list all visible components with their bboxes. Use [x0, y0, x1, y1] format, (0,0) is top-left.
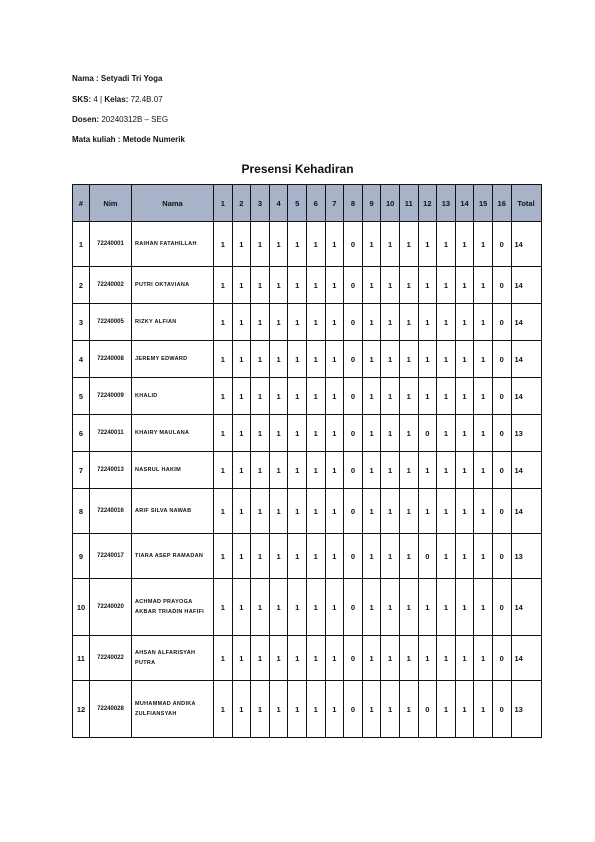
- attendance-cell: 1: [381, 378, 400, 415]
- attendance-cell: 1: [232, 636, 251, 681]
- column-header: 6: [306, 185, 325, 222]
- attendance-cell: 1: [381, 222, 400, 267]
- attendance-cell: 1: [306, 681, 325, 738]
- table-row: [73, 636, 542, 681]
- table-row: [73, 267, 542, 304]
- name-cell: ACHMAD PRAYOGA AKBAR TRIADIN HAFIFI: [132, 579, 214, 636]
- attendance-cell: 0: [492, 681, 511, 738]
- attendance-cell: 1: [251, 304, 270, 341]
- attendance-cell: 1: [325, 534, 344, 579]
- attendance-cell: 1: [418, 489, 437, 534]
- attendance-cell: 1: [306, 222, 325, 267]
- attendance-cell: 1: [232, 681, 251, 738]
- column-header: Nama: [132, 185, 214, 222]
- column-header: 2: [232, 185, 251, 222]
- total-cell: 14: [511, 267, 541, 304]
- attendance-cell: 1: [455, 222, 474, 267]
- attendance-cell: 1: [232, 534, 251, 579]
- attendance-cell: 1: [269, 681, 288, 738]
- attendance-cell: 1: [381, 304, 400, 341]
- attendance-cell: 1: [214, 681, 233, 738]
- nim-cell: 72240005: [90, 304, 132, 341]
- attendance-cell: 0: [492, 222, 511, 267]
- attendance-cell: 1: [325, 415, 344, 452]
- attendance-cell: 1: [474, 681, 493, 738]
- name-cell: AHSAN ALFARISYAH PUTRA: [132, 636, 214, 681]
- column-header: #: [73, 185, 90, 222]
- attendance-cell: 1: [325, 267, 344, 304]
- attendance-cell: 1: [288, 222, 307, 267]
- attendance-cell: 1: [288, 267, 307, 304]
- attendance-cell: 1: [251, 452, 270, 489]
- row-number: 6: [73, 415, 90, 452]
- attendance-cell: 0: [344, 267, 363, 304]
- attendance-cell: 1: [474, 341, 493, 378]
- table-row: [73, 304, 542, 341]
- attendance-cell: 0: [492, 534, 511, 579]
- name-cell: JEREMY EDWARD: [132, 341, 214, 378]
- name-cell: ARIF SILVA NAWAB: [132, 489, 214, 534]
- attendance-cell: 1: [399, 304, 418, 341]
- attendance-cell: 1: [232, 341, 251, 378]
- attendance-cell: 0: [492, 378, 511, 415]
- name-cell: RAIHAN FATAHILLAH: [132, 222, 214, 267]
- attendance-cell: 1: [214, 534, 233, 579]
- attendance-cell: 1: [306, 636, 325, 681]
- attendance-cell: 1: [455, 636, 474, 681]
- attendance-cell: 1: [455, 378, 474, 415]
- attendance-cell: 1: [269, 267, 288, 304]
- attendance-cell: 1: [214, 341, 233, 378]
- name-cell: RIZKY ALFIAN: [132, 304, 214, 341]
- attendance-cell: 1: [455, 415, 474, 452]
- row-number: 3: [73, 304, 90, 341]
- attendance-cell: 1: [362, 579, 381, 636]
- attendance-cell: 1: [288, 534, 307, 579]
- attendance-cell: 1: [288, 489, 307, 534]
- attendance-cell: 1: [399, 636, 418, 681]
- attendance-cell: 1: [399, 222, 418, 267]
- attendance-cell: 1: [214, 378, 233, 415]
- nim-cell: 72240011: [90, 415, 132, 452]
- row-number: 2: [73, 267, 90, 304]
- attendance-cell: 1: [325, 579, 344, 636]
- table-row: [73, 415, 542, 452]
- attendance-cell: 1: [269, 534, 288, 579]
- course-label: Mata kuliah :: [72, 135, 121, 144]
- attendance-cell: 1: [306, 415, 325, 452]
- attendance-cell: 1: [214, 636, 233, 681]
- attendance-cell: 1: [232, 415, 251, 452]
- attendance-cell: 1: [437, 681, 456, 738]
- dosen-line: [72, 115, 168, 124]
- attendance-cell: 1: [474, 636, 493, 681]
- total-cell: 14: [511, 636, 541, 681]
- attendance-cell: 1: [306, 489, 325, 534]
- attendance-cell: 0: [344, 415, 363, 452]
- total-cell: 14: [511, 452, 541, 489]
- attendance-cell: 1: [232, 489, 251, 534]
- total-cell: 13: [511, 534, 541, 579]
- attendance-cell: 1: [437, 489, 456, 534]
- attendance-cell: 1: [474, 489, 493, 534]
- attendance-cell: 1: [214, 415, 233, 452]
- attendance-cell: 1: [362, 534, 381, 579]
- column-header: 3: [251, 185, 270, 222]
- total-cell: 14: [511, 579, 541, 636]
- total-cell: 14: [511, 378, 541, 415]
- attendance-cell: 1: [399, 415, 418, 452]
- attendance-cell: 1: [232, 378, 251, 415]
- attendance-cell: 1: [474, 267, 493, 304]
- attendance-cell: 1: [399, 378, 418, 415]
- attendance-cell: 1: [362, 636, 381, 681]
- attendance-cell: 1: [418, 378, 437, 415]
- attendance-cell: 1: [269, 341, 288, 378]
- attendance-cell: 1: [325, 681, 344, 738]
- attendance-cell: 1: [418, 452, 437, 489]
- attendance-cell: 0: [344, 489, 363, 534]
- attendance-cell: 1: [381, 267, 400, 304]
- attendance-cell: 1: [269, 489, 288, 534]
- attendance-cell: 1: [474, 415, 493, 452]
- attendance-cell: 1: [455, 534, 474, 579]
- nim-cell: 72240022: [90, 636, 132, 681]
- attendance-cell: 1: [251, 415, 270, 452]
- nim-cell: 72240028: [90, 681, 132, 738]
- column-header: 12: [418, 185, 437, 222]
- dosen-value: 20240312B – SEG: [101, 115, 169, 124]
- attendance-cell: 0: [492, 579, 511, 636]
- attendance-cell: 1: [214, 452, 233, 489]
- column-header: 15: [474, 185, 493, 222]
- attendance-cell: 1: [418, 304, 437, 341]
- nim-cell: 72240013: [90, 452, 132, 489]
- attendance-cell: 1: [288, 681, 307, 738]
- dosen-label: Dosen:: [72, 115, 100, 124]
- attendance-cell: 1: [474, 452, 493, 489]
- column-header: 1: [214, 185, 233, 222]
- attendance-cell: 0: [344, 579, 363, 636]
- attendance-cell: 0: [344, 636, 363, 681]
- attendance-cell: 1: [474, 534, 493, 579]
- attendance-cell: 1: [474, 378, 493, 415]
- attendance-cell: 0: [344, 681, 363, 738]
- attendance-cell: 1: [251, 636, 270, 681]
- attendance-cell: 1: [437, 378, 456, 415]
- attendance-cell: 1: [214, 304, 233, 341]
- column-header: 10: [381, 185, 400, 222]
- attendance-cell: 1: [362, 681, 381, 738]
- attendance-cell: 0: [492, 636, 511, 681]
- course-value: Metode Numerik: [122, 135, 185, 144]
- attendance-cell: 1: [362, 304, 381, 341]
- table-row: [73, 378, 542, 415]
- attendance-cell: 1: [288, 415, 307, 452]
- attendance-cell: 1: [306, 304, 325, 341]
- attendance-cell: 1: [474, 304, 493, 341]
- table-row: [73, 534, 542, 579]
- name-cell: PUTRI OKTAVIANA: [132, 267, 214, 304]
- attendance-cell: 0: [418, 534, 437, 579]
- attendance-cell: 1: [214, 489, 233, 534]
- attendance-cell: 1: [325, 452, 344, 489]
- attendance-cell: 1: [437, 579, 456, 636]
- attendance-cell: 1: [418, 267, 437, 304]
- name-cell: TIARA ASEP RAMADAN: [132, 534, 214, 579]
- row-number: 11: [73, 636, 90, 681]
- attendance-cell: 1: [455, 579, 474, 636]
- attendance-cell: 1: [325, 304, 344, 341]
- attendance-cell: 1: [455, 267, 474, 304]
- attendance-cell: 1: [306, 341, 325, 378]
- row-number: 4: [73, 341, 90, 378]
- attendance-cell: 1: [251, 341, 270, 378]
- attendance-cell: 1: [455, 489, 474, 534]
- column-header: 4: [269, 185, 288, 222]
- attendance-cell: 1: [306, 452, 325, 489]
- row-number: 7: [73, 452, 90, 489]
- attendance-cell: 1: [306, 579, 325, 636]
- column-header: Nim: [90, 185, 132, 222]
- attendance-cell: 1: [288, 341, 307, 378]
- total-cell: 13: [511, 415, 541, 452]
- attendance-cell: 1: [362, 378, 381, 415]
- attendance-cell: 1: [288, 452, 307, 489]
- attendance-cell: 1: [362, 452, 381, 489]
- attendance-cell: 1: [437, 452, 456, 489]
- row-number: 8: [73, 489, 90, 534]
- table-row: [73, 452, 542, 489]
- total-cell: 13: [511, 681, 541, 738]
- attendance-cell: 1: [455, 681, 474, 738]
- attendance-cell: 1: [251, 579, 270, 636]
- nim-cell: 72240008: [90, 341, 132, 378]
- attendance-cell: 1: [269, 304, 288, 341]
- attendance-cell: 1: [381, 534, 400, 579]
- student-name-label: Nama :: [72, 74, 99, 83]
- attendance-cell: 1: [214, 579, 233, 636]
- table-row: [73, 579, 542, 636]
- attendance-cell: 1: [251, 267, 270, 304]
- name-cell: KHALID: [132, 378, 214, 415]
- attendance-cell: 1: [474, 579, 493, 636]
- attendance-cell: 1: [437, 415, 456, 452]
- attendance-cell: 1: [437, 267, 456, 304]
- attendance-cell: 1: [232, 222, 251, 267]
- attendance-cell: 1: [362, 222, 381, 267]
- column-header: 16: [492, 185, 511, 222]
- attendance-cell: 1: [269, 452, 288, 489]
- attendance-cell: 0: [344, 534, 363, 579]
- attendance-cell: 1: [437, 222, 456, 267]
- attendance-cell: 0: [492, 341, 511, 378]
- student-name-value: Setyadi Tri Yoga: [100, 74, 163, 83]
- attendance-cell: 1: [251, 489, 270, 534]
- attendance-cell: 0: [418, 681, 437, 738]
- attendance-cell: 1: [269, 222, 288, 267]
- attendance-cell: 1: [288, 579, 307, 636]
- table-row: [73, 489, 542, 534]
- attendance-cell: 1: [418, 579, 437, 636]
- attendance-cell: 1: [474, 222, 493, 267]
- attendance-cell: 0: [492, 489, 511, 534]
- table-row: [73, 681, 542, 738]
- attendance-cell: 1: [269, 378, 288, 415]
- total-cell: 14: [511, 304, 541, 341]
- column-header: 7: [325, 185, 344, 222]
- course-line: [72, 135, 185, 144]
- attendance-cell: 1: [251, 378, 270, 415]
- column-header: 9: [362, 185, 381, 222]
- attendance-cell: 1: [399, 579, 418, 636]
- attendance-cell: 1: [288, 636, 307, 681]
- attendance-cell: 1: [288, 304, 307, 341]
- nim-cell: 72240020: [90, 579, 132, 636]
- attendance-cell: 1: [269, 579, 288, 636]
- attendance-cell: 1: [362, 267, 381, 304]
- nim-cell: 72240017: [90, 534, 132, 579]
- attendance-cell: 1: [437, 304, 456, 341]
- nim-cell: 72240016: [90, 489, 132, 534]
- attendance-cell: 0: [492, 415, 511, 452]
- attendance-cell: 1: [325, 489, 344, 534]
- attendance-cell: 1: [269, 636, 288, 681]
- attendance-cell: 1: [418, 222, 437, 267]
- row-number: 12: [73, 681, 90, 738]
- attendance-cell: 1: [251, 534, 270, 579]
- name-cell: MUHAMMAD ANDIKA ZULFIANSYAH: [132, 681, 214, 738]
- attendance-cell: 1: [325, 222, 344, 267]
- attendance-cell: 0: [344, 341, 363, 378]
- attendance-cell: 1: [437, 341, 456, 378]
- row-number: 9: [73, 534, 90, 579]
- attendance-cell: 0: [344, 222, 363, 267]
- column-header: 11: [399, 185, 418, 222]
- attendance-cell: 0: [418, 415, 437, 452]
- page-title: Presensi Kehadiran: [241, 162, 354, 176]
- attendance-cell: 1: [251, 222, 270, 267]
- column-header: 8: [344, 185, 363, 222]
- attendance-cell: 1: [381, 636, 400, 681]
- attendance-cell: 1: [381, 341, 400, 378]
- nim-cell: 72240009: [90, 378, 132, 415]
- attendance-cell: 1: [232, 452, 251, 489]
- attendance-cell: 1: [455, 452, 474, 489]
- kelas-value: 72.4B.07: [130, 95, 163, 104]
- attendance-cell: 0: [344, 452, 363, 489]
- attendance-cell: 1: [214, 267, 233, 304]
- table-header-row: [73, 185, 542, 222]
- table-row: [73, 341, 542, 378]
- attendance-cell: 1: [418, 341, 437, 378]
- attendance-cell: 1: [399, 267, 418, 304]
- attendance-cell: 1: [288, 378, 307, 415]
- attendance-cell: 1: [399, 341, 418, 378]
- attendance-cell: 1: [214, 222, 233, 267]
- attendance-cell: 1: [399, 489, 418, 534]
- attendance-cell: 1: [362, 341, 381, 378]
- row-number: 10: [73, 579, 90, 636]
- attendance-cell: 0: [344, 304, 363, 341]
- attendance-cell: 1: [269, 415, 288, 452]
- attendance-cell: 1: [437, 636, 456, 681]
- attendance-cell: 1: [381, 452, 400, 489]
- name-cell: NASRUL HAKIM: [132, 452, 214, 489]
- attendance-cell: 1: [455, 304, 474, 341]
- attendance-cell: 1: [455, 341, 474, 378]
- kelas-label: Kelas:: [104, 95, 129, 104]
- attendance-cell: 1: [399, 681, 418, 738]
- sks-label: SKS:: [72, 95, 92, 104]
- attendance-cell: 1: [325, 636, 344, 681]
- attendance-cell: 1: [251, 681, 270, 738]
- attendance-cell: 1: [232, 579, 251, 636]
- student-name-line: [72, 74, 162, 83]
- attendance-cell: 1: [325, 378, 344, 415]
- attendance-cell: 1: [399, 534, 418, 579]
- attendance-cell: 1: [381, 489, 400, 534]
- attendance-cell: 1: [362, 415, 381, 452]
- attendance-cell: 1: [306, 267, 325, 304]
- sks-value: 4: [93, 95, 98, 104]
- attendance-cell: 1: [232, 304, 251, 341]
- attendance-cell: 1: [306, 378, 325, 415]
- attendance-cell: 0: [492, 452, 511, 489]
- attendance-cell: 1: [399, 452, 418, 489]
- attendance-cell: 1: [325, 341, 344, 378]
- attendance-cell: 1: [418, 636, 437, 681]
- column-header: Total: [511, 185, 541, 222]
- attendance-table: [72, 184, 542, 738]
- nim-cell: 72240002: [90, 267, 132, 304]
- row-number: 5: [73, 378, 90, 415]
- total-cell: 14: [511, 222, 541, 267]
- attendance-cell: 1: [381, 579, 400, 636]
- column-header: 14: [455, 185, 474, 222]
- attendance-cell: 0: [492, 267, 511, 304]
- attendance-cell: 1: [437, 534, 456, 579]
- attendance-cell: 1: [362, 489, 381, 534]
- row-number: 1: [73, 222, 90, 267]
- column-header: 5: [288, 185, 307, 222]
- attendance-cell: 0: [344, 378, 363, 415]
- attendance-cell: 1: [232, 267, 251, 304]
- attendance-cell: 1: [381, 415, 400, 452]
- separator: |: [100, 95, 103, 104]
- nim-cell: 72240001: [90, 222, 132, 267]
- attendance-cell: 0: [492, 304, 511, 341]
- total-cell: 14: [511, 341, 541, 378]
- sks-kelas-line: [72, 95, 163, 104]
- attendance-cell: 1: [381, 681, 400, 738]
- total-cell: 14: [511, 489, 541, 534]
- attendance-cell: 1: [306, 534, 325, 579]
- table-row: [73, 222, 542, 267]
- name-cell: KHAIRY MAULANA: [132, 415, 214, 452]
- column-header: 13: [437, 185, 456, 222]
